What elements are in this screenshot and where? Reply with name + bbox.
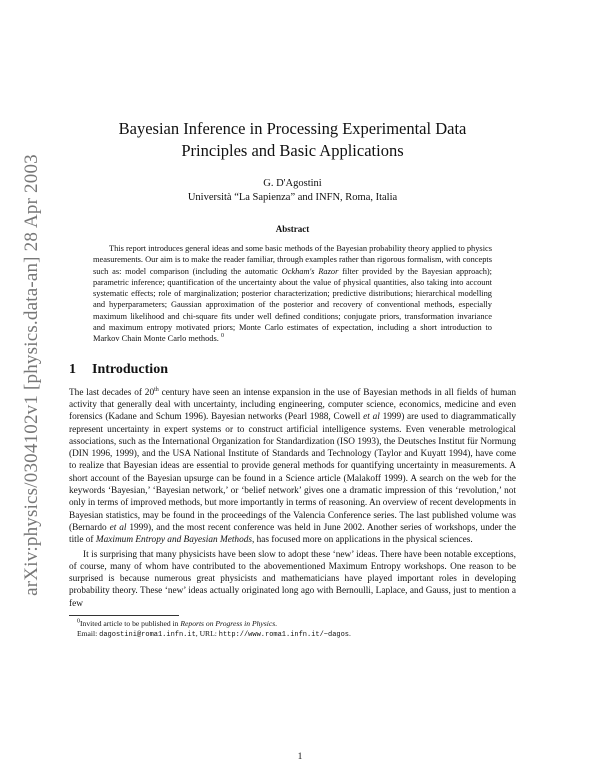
title-line-1: Bayesian Inference in Processing Experimental Data [118,119,467,138]
footnotes [69,619,516,640]
paper-title [69,118,516,162]
page-number: 1 [297,752,303,762]
url-link[interactable]: http://www.roma1.infn.it/~dagos [218,631,350,640]
author-block [69,177,516,205]
section-number: 1 [69,361,76,377]
paragraph-2: It is surprising that many physicists have been slow to adopt these ‘new’ ideas. There have been notable exceptions, of course, many of whom have contributed to the abovementioned Maximum Entropy workshops. One reason to be surprised is because numerous great physicists and mathematicians have played important roles in developing probability theory. These ‘new’ ideas actually originated long ago with Bernoulli, Laplace, and Gauss, just to mention a few [69,549,516,609]
abstract-text: This report introduces general ideas and some basic methods of the Bayesian probability theory applied to physics measurements. Our aim is to make the reader familiar, through examples rather than rigorous formalism, with concepts such as: model comparison (including the automatic Ockham's Razor filter provided by the Bayesian approach); parametric inference; quantification of the uncertainty about the value of physical quantities, also taking into account systematic effects; role of marginalization; posterior characterization; predictive distributions; hierarchical modelling and hyperparameters; Gaussian approximation of the posterior and recovery of conventional methods, especially maximum likelihood and chi-square fits under well defined conditions; conjugate priors, transformation invariance and maximum entropy motivated priors; Monte Carlo estimates of expectation, including a short introduction to Markov Chain Monte Carlo methods. $^0$ [93,244,492,344]
footnote-rule [69,615,179,616]
paragraph-1: The last decades of 20th century have seen an intense expansion in the use of Bayesian methods in all fields of human activity that generally deal with uncertainty, including engineering, computer science, economics, medicine and even forensics (Kadane and Schum 1996). Bayesian networks (Pearl 1988, Cowell et al 1999) are used to diagrammatically represent uncertainty in expert systems or to construct artificial intelligence systems. Even venerable metrological associations, such as the International Organization for Standardization (ISO 1993), the Deutsches Institut für Normung (DIN 1996, 1999), and the USA National Institute of Standards and Technology (Taylor and Kuyatt 1994), have come to realize that Bayesian ideas are essential to provide general methods for quantifying uncertainty in measurements. A short account of the Bayesian upsurge can be found in a Science article (Malakoff 1999). A search on the web for the keywords ‘Bayesian,’ ‘Bayesian network,’ or ‘belief network’ gives one a dramatic impression of this ‘revolution,’ not only in terms of improved methods, but more importantly in terms of reasoning. An overview of recent developments in Bayesian statistics, may be found in the proceedings of the Valencia Conference series. The last published volume was (Bernardo et al 1999), and the most recent conference was held in June 2002. Another series of workshops, under the title of Maximum Entropy and Bayesian Methods, has focused more on applications in the physical sciences. [69,386,517,546]
email-link[interactable]: dagostini@roma1.infn.it [99,631,196,640]
section-title: Introduction [92,361,168,377]
arxiv-stamp [12,155,52,595]
paper-page [69,0,516,640]
author-name: G. D'Agostini [263,178,322,189]
author-affiliation: Università “La Sapienza” and INFN, Roma, Italia [187,192,398,203]
footnote-mark: 0 [220,333,224,340]
abstract-heading: Abstract [275,224,310,234]
footnote-1: $^0$Invited article to be published in Reports on Progress in Physics. [77,618,278,629]
body-text [69,387,516,610]
footnote-contact: Email: dagostini@roma1.infn.it, URL: http://www.roma1.infn.it/~dagos. [77,629,351,640]
arxiv-id: arXiv:physics/0304102v1 [physics.data-an] 28 Apr 2003 [21,154,43,596]
section-heading [69,362,516,378]
title-line-2: Principles and Basic Applications [181,141,404,160]
